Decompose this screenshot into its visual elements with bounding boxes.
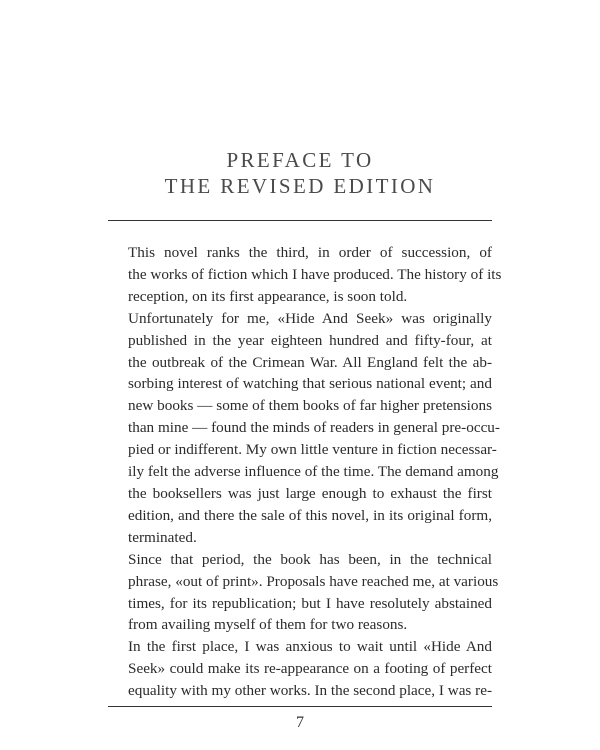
text-line: than mine — found the minds of readers in general pre-occu- [128,419,500,437]
text-line: reception, on its first appearance, is soon told. [128,287,408,305]
text-line: terminated. [128,528,197,546]
text-line: new books — some of them books of far higher pretensions [128,397,492,415]
page-title [0,147,600,199]
text-line: Since that period, the book has been, in the technical [128,550,492,568]
text-line: pied or indifferent. My own little venture in fiction necessar- [128,441,497,459]
top-divider [108,220,492,221]
text-line: equality with my other works. In the second place, I was re- [128,682,492,700]
text-line: phrase, «out of print». Proposals have reached me, at various [128,572,499,590]
text-line: from availing myself of them for two reasons. [128,616,408,634]
body-text [108,242,502,702]
paragraph-1 [108,242,502,308]
paragraph-3 [108,549,499,637]
paragraph-2 [108,308,500,549]
text-line: published in the year eighteen hundred and fifty-four, at [128,331,492,349]
title-line-1: PREFACE TO [226,148,374,172]
title-line-2: THE REVISED EDITION [164,174,436,198]
text-line: the outbreak of the Crimean War. All England felt the ab- [128,353,492,371]
text-line: edition, and there the sale of this novel, in its original form, [128,506,492,524]
text-line: sorbing interest of watching that serious national event; and [128,375,492,393]
text-line: In the first place, I was anxious to wait until «Hide And [128,638,492,656]
text-line: This novel ranks the third, in order of succession, of [128,244,492,261]
text-line: times, for its republication; but I have resolutely abstained [128,594,492,612]
text-line: the works of fiction which I have produced. The history of its [128,265,502,283]
bottom-divider [108,706,492,707]
text-line: Unfortunately for me, «Hide And Seek» was originally [128,309,492,327]
page-number: 7 [296,714,304,731]
text-line: the booksellers was just large enough to exhaust the first [128,484,492,502]
text-line: Seek» could make its re-appearance on a footing of perfect [128,660,492,678]
paragraph-4 [108,636,492,702]
text-line: ily felt the adverse influence of the time. The demand among [128,463,499,481]
